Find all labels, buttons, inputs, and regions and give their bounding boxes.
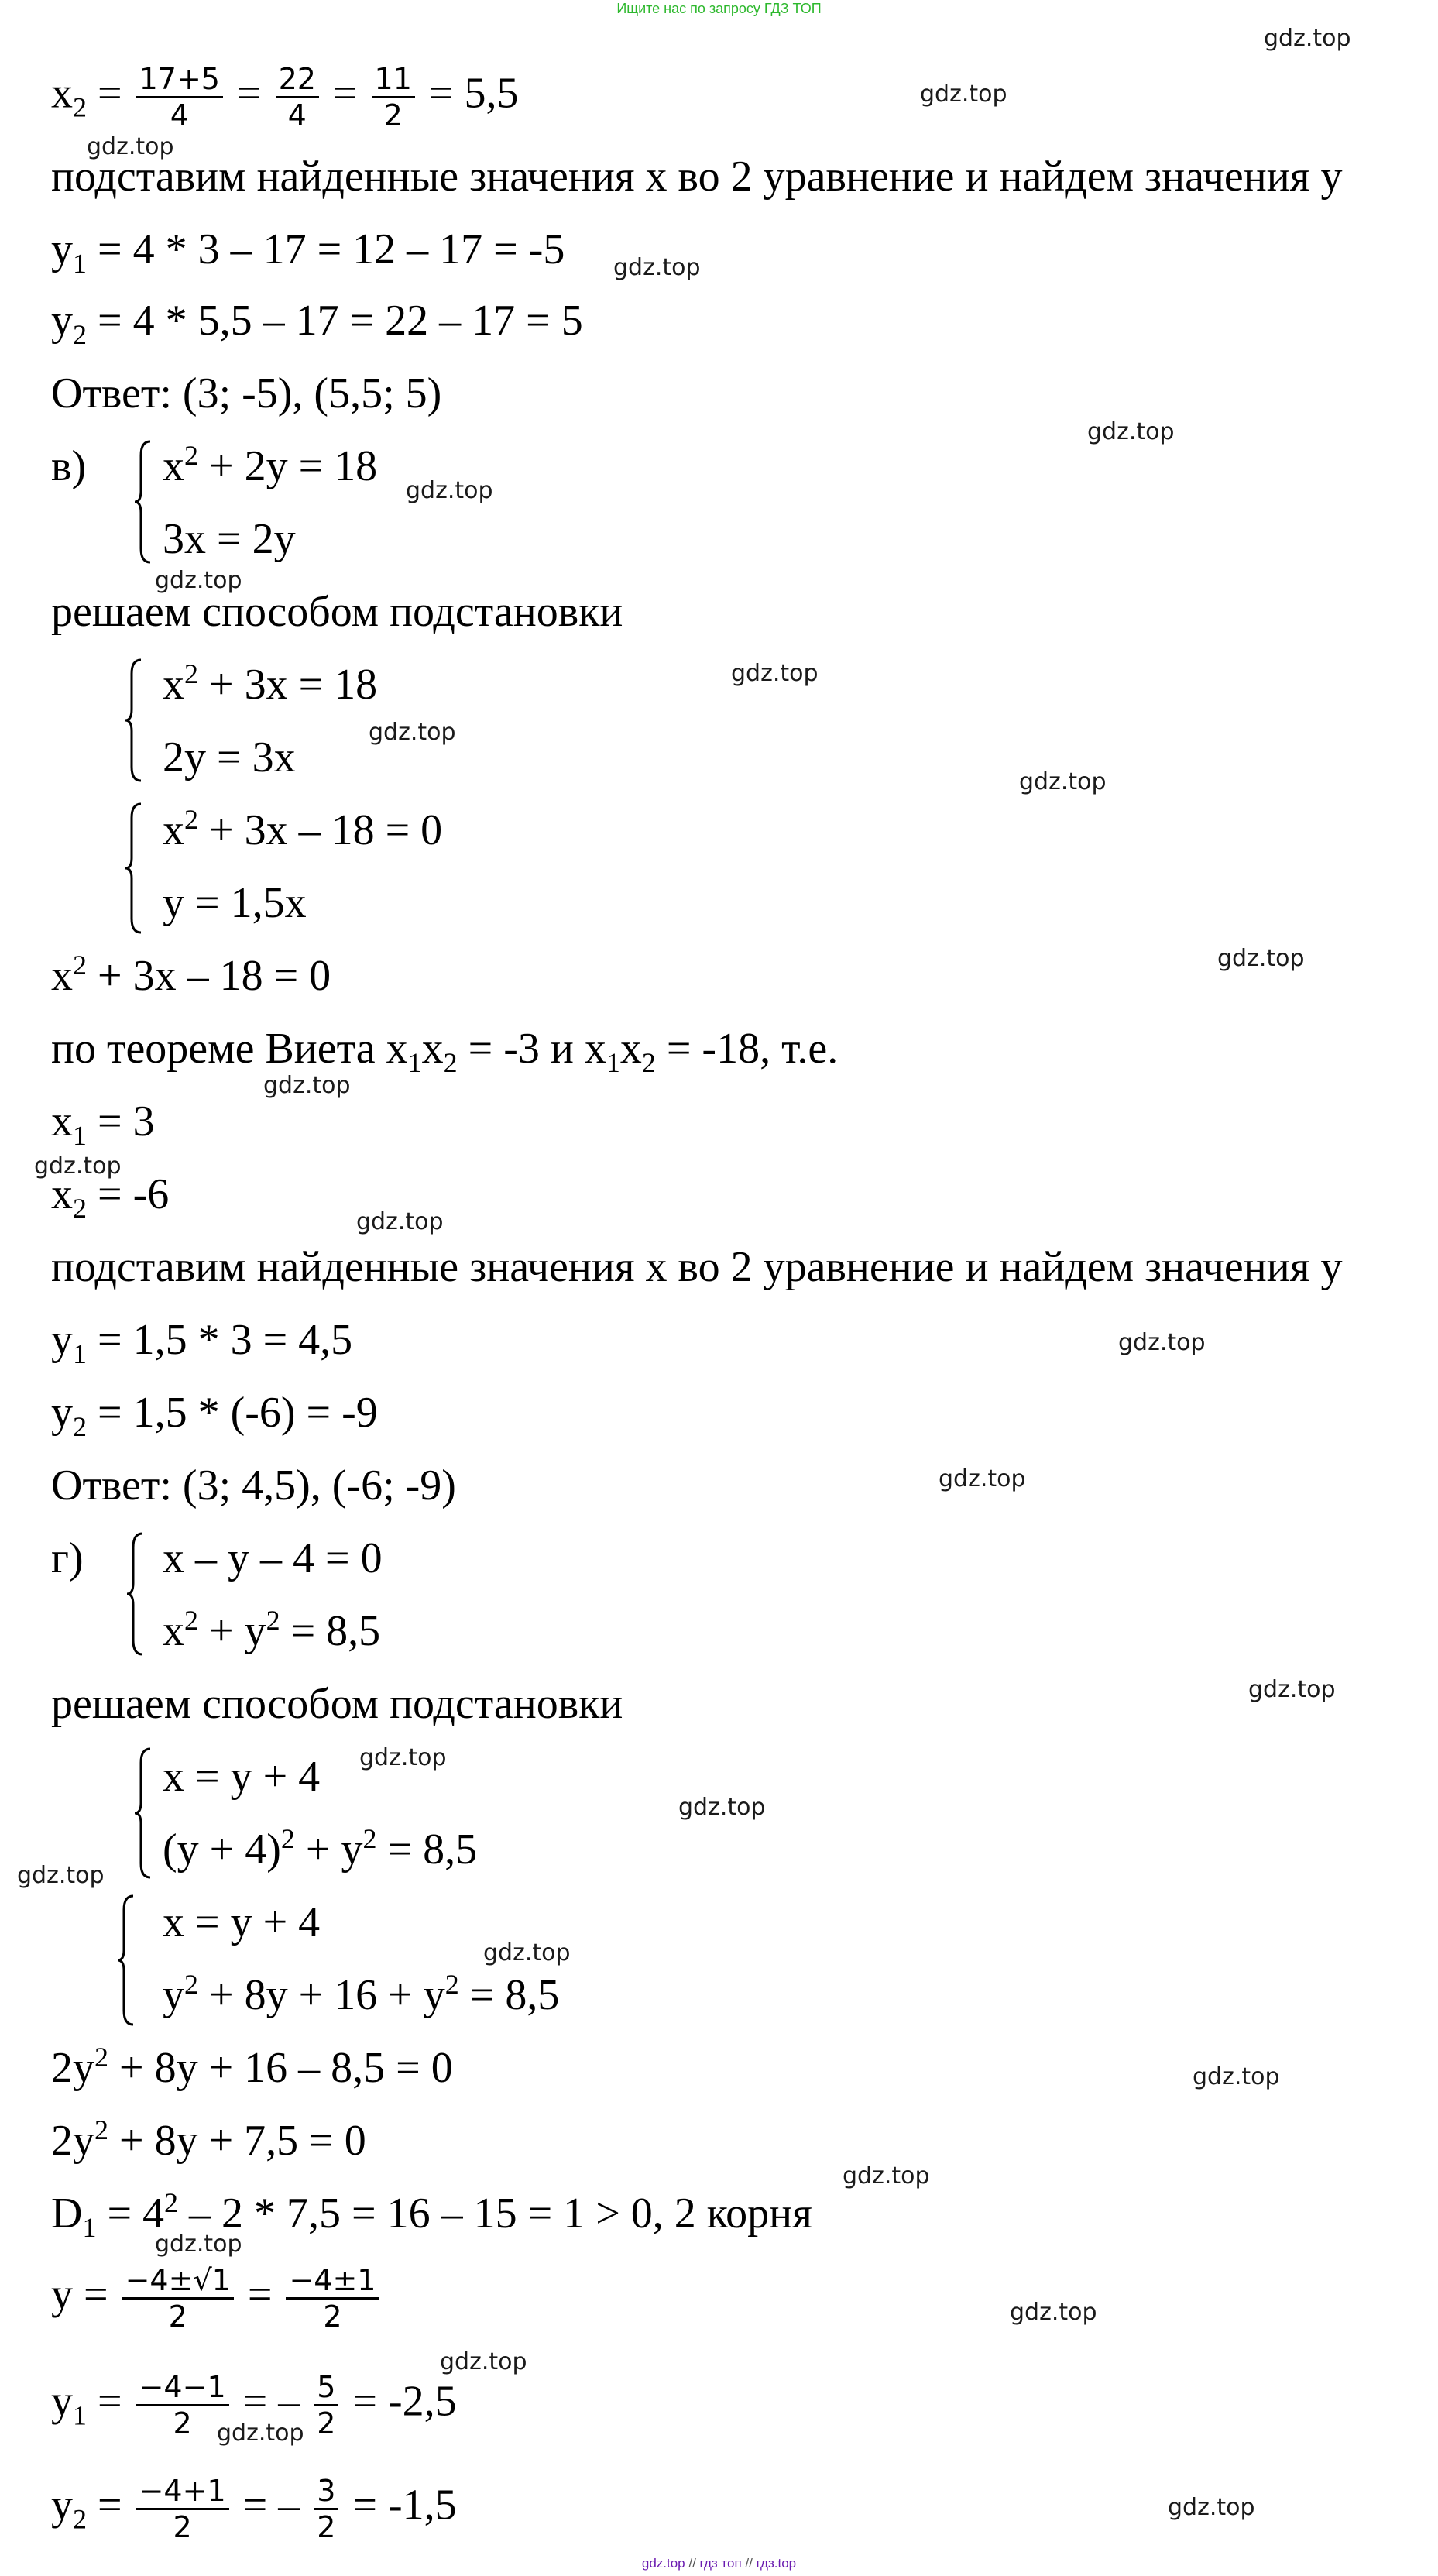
fraction: $\frac{5}{2}$ — [314, 2370, 338, 2440]
footer-link[interactable]: gdz.top — [641, 2556, 685, 2571]
fraction: $\frac{3}{2}$ — [314, 2474, 338, 2544]
x1-line: $x_1 = 3$ — [51, 1097, 155, 1151]
watermark: gdz.top — [483, 1939, 571, 1966]
substitute-text-2: подставим найденные значения x во 2 уравнение и найдем значения y — [51, 1243, 1343, 1291]
t2-eq2: $y^2 + 8y + 16 + y^2 = 8,5$ — [163, 1969, 560, 2019]
v-eq1: $x^2 + 2y = 18$ — [163, 440, 378, 490]
x2-line: $x_2$ = $\frac{17+5}{4}$ = $\frac{22}{4}$ = $\frac{11}{2}$ = 5,5 — [51, 62, 519, 132]
s2-eq2: y = 1,5x — [163, 879, 307, 927]
quadratic-line: $x^2 + 3x - 18 = 0$ — [51, 950, 331, 1000]
watermark: gdz.top — [406, 477, 493, 504]
watermark: gdz.top — [1010, 2299, 1097, 2326]
discriminant-line: $D_1 = 4^2 - 2 * 7,5 = 16 - 15 = 1 > 0$, 2 корня — [51, 2187, 812, 2243]
watermark: gdz.top — [359, 1744, 447, 1771]
watermark: gdz.top — [155, 2231, 242, 2258]
watermark: gdz.top — [1193, 2063, 1280, 2090]
watermark: gdz.top — [1168, 2494, 1255, 2521]
fraction: $\frac{11}{2}$ — [372, 62, 415, 132]
answer-1: Ответ: (3; -5), (5,5; 5) — [51, 369, 442, 417]
system-brace — [116, 1894, 136, 2026]
watermark: gdz.top — [1217, 945, 1305, 972]
y2-line-a: $y_2 = 4 * 5,5 - 17 = 22 - 17 = 5$ — [51, 297, 583, 350]
vieta-line: по теореме Виета $x_1x_2 = -3$ и $x_1x_2 = -18$, т.е. — [51, 1025, 839, 1078]
footer-links: gdz.top // гдз топ // гдз.top — [641, 2556, 797, 2571]
t2-eq1: x = y + 4 — [163, 1898, 321, 1946]
watermark: gdz.top — [217, 2420, 304, 2447]
watermark: gdz.top — [731, 660, 819, 687]
watermark: gdz.top — [440, 2348, 527, 2375]
fraction: $\frac{-4+1}{2}$ — [136, 2474, 229, 2544]
watermark: gdz.top — [1264, 25, 1351, 52]
y1-line-b: $y_1 = 1,5 * 3 = 4,5$ — [51, 1316, 353, 1369]
watermark: gdz.top — [155, 567, 242, 594]
fraction: $\frac{-4\pm√1}{2}$ — [122, 2263, 234, 2334]
watermark: gdz.top — [356, 1208, 444, 1235]
watermark: gdz.top — [1248, 1676, 1336, 1703]
y-formula-line: y = $\frac{-4\pm√1}{2}$ = $\frac{-4\pm 1}{2}$ — [51, 2263, 382, 2334]
system-brace — [133, 440, 153, 564]
watermark: gdz.top — [87, 133, 174, 160]
t1-eq1: x = y + 4 — [163, 1753, 321, 1801]
watermark: gdz.top — [843, 2162, 930, 2190]
watermark: gdz.top — [613, 254, 701, 281]
g-eq1: x – y – 4 = 0 — [163, 1534, 383, 1582]
system-brace — [124, 658, 144, 782]
y1-line-a: $y_1 = 4 * 3 - 17 = 12 - 17 = -5$ — [51, 225, 565, 279]
system-brace — [125, 1532, 146, 1656]
watermark: gdz.top — [1087, 418, 1175, 445]
s1-eq2: 2y = 3x — [163, 733, 296, 781]
s2-eq1: $x^2 + 3x - 18 = 0$ — [163, 804, 443, 854]
substitute-text-1: подставим найденные значения x во 2 уравнение и найдем значения y — [51, 153, 1343, 201]
eq-line-2: $2y^2 + 8y + 7,5 = 0$ — [51, 2114, 366, 2165]
watermark: gdz.top — [1118, 1329, 1206, 1356]
watermark: gdz.top — [369, 719, 456, 746]
y2-result-line: $y_2$ = $\frac{-4+1}{2}$ = – $\frac{3}{2}$ = -1,5 — [51, 2474, 457, 2544]
fraction: $\frac{17+5}{4}$ — [136, 62, 223, 132]
fraction: $\frac{22}{4}$ — [276, 62, 319, 132]
part-g-label: г) — [51, 1534, 84, 1582]
y2-line-b: $y_2 = 1,5 * (-6) = -9$ — [51, 1389, 378, 1442]
watermark: gdz.top — [17, 1862, 105, 1889]
v-eq2: 3x = 2y — [163, 515, 296, 563]
system-brace — [124, 802, 144, 934]
footer-link[interactable]: гдз топ — [699, 2556, 742, 2571]
method-text-1: решаем способом подстановки — [51, 588, 623, 636]
t1-eq2: $(y + 4)^2 + y^2 = 8,5$ — [163, 1823, 478, 1874]
header-note: Ищите нас по запросу ГДЗ ТОП — [616, 1, 822, 16]
y1-result-line: $y_1$ = $\frac{-4-1}{2}$ = – $\frac{5}{2}$ = -2,5 — [51, 2370, 457, 2440]
watermark: gdz.top — [263, 1072, 351, 1099]
eq-line-1: $2y^2 + 8y + 16 - 8,5 = 0$ — [51, 2042, 453, 2092]
fraction: $\frac{-4\pm 1}{2}$ — [286, 2263, 379, 2334]
watermark: gdz.top — [939, 1465, 1026, 1492]
g-eq2: $x^2 + y^2 = 8,5$ — [163, 1605, 381, 1655]
fraction: $\frac{-4-1}{2}$ — [136, 2370, 229, 2440]
watermark: gdz.top — [34, 1152, 122, 1180]
answer-2: Ответ: (3; 4,5), (-6; -9) — [51, 1461, 456, 1510]
watermark: gdz.top — [1019, 768, 1107, 795]
x2-line-b: $x_2 = -6$ — [51, 1170, 170, 1224]
part-v-label: в) — [51, 442, 87, 490]
method-text-2: решаем способом подстановки — [51, 1680, 623, 1728]
watermark: gdz.top — [678, 1794, 766, 1821]
watermark: gdz.top — [920, 81, 1007, 108]
footer-link[interactable]: гдз.top — [756, 2556, 797, 2571]
system-brace — [133, 1747, 153, 1879]
s1-eq1: $x^2 + 3x = 18$ — [163, 658, 378, 709]
